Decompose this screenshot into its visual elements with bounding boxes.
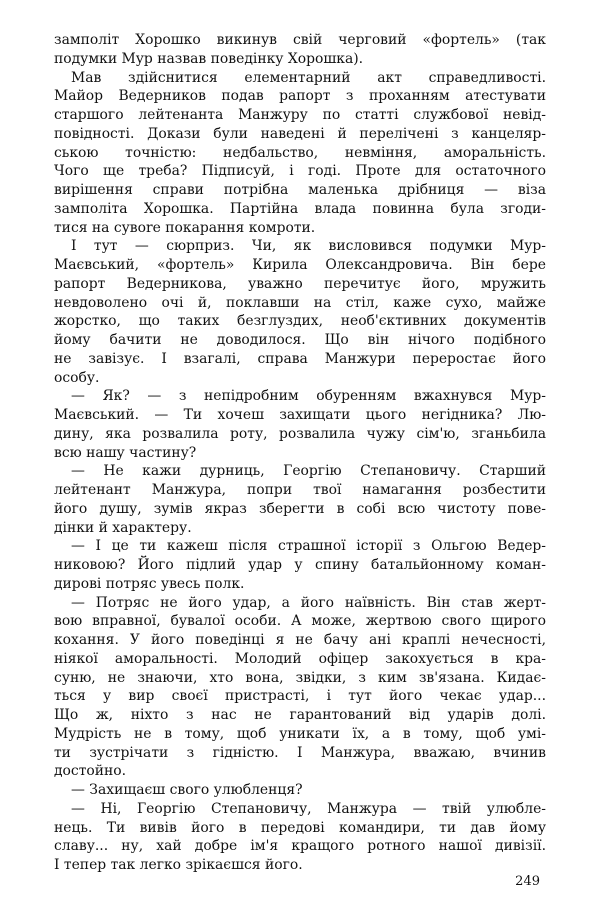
text-line: лейтенант Манжура, попри твої намагання розбестити <box>54 482 546 498</box>
text-line: суню, не знаючи, хто вона, звідки, з ким зв'язана. Кидає- <box>54 669 546 686</box>
text-line: всю нашу частину? <box>54 444 197 461</box>
text-line: — Як? — з непідробним обуренням вжахнувся Мур- <box>71 388 546 405</box>
text-line: старшого лейтенанта Манжуру по статті службової невід- <box>54 107 546 123</box>
text-line: не завізує. І взагалі, справа Манжури переростає його <box>54 350 546 367</box>
text-line: никовою? Його підлий удар у спину батальйонному коман- <box>54 557 546 573</box>
text-line: Маєвський. — Ти хочеш захищати цього негідника? Лю- <box>54 407 546 423</box>
text-line: дину, яка розвалила роту, розвалила чужу сім'ю, зганьбила <box>54 425 546 442</box>
text-line: його душу, зумів якраз зберегти в собі всю чистоту пове- <box>54 500 546 517</box>
page-number: 249 <box>515 874 540 889</box>
text-line: — Ні, Георгію Степановичу, Манжура — твій улюбле- <box>71 800 546 817</box>
text-line: Чого ще треба? Підписуй, і годі. Проте для остаточного <box>54 163 546 180</box>
text-line: подумки Мур назвав поведінку Хорошка). <box>54 50 364 67</box>
text-line: Майор Ведерников подав рапорт з проханням атестувати <box>54 88 546 105</box>
text-line: вирішення справи потрібна маленька дрібниця — віза <box>54 182 546 198</box>
text-line: І тут — сюрприз. Чи, як висловився подумки Мур- <box>71 238 546 255</box>
text-line: — І це ти кажеш після страшної історії з Ольгою Ведер- <box>71 538 546 555</box>
text-line: ться у вир своєї пристрасті, і тут його чекає удар... <box>54 688 546 705</box>
text-line: вою вправної, бувалої особи. А може, жертвою свого щирого <box>54 613 546 630</box>
text-line: Мудрість не в тому, щоб уникати їх, а в тому, щоб умі- <box>54 725 546 742</box>
text-line: жорстко, що таких безглуздих, необ'єктивних документів <box>54 313 546 330</box>
text-line: І тепер так легко зрікаєшся його. <box>54 857 303 873</box>
text-line: дирові потряс увесь полк. <box>54 575 245 592</box>
text-line: — Захищаєш свого улюбленця? <box>71 782 303 798</box>
text-line: ською точністю: недбальство, невміння, аморальність. <box>54 144 546 161</box>
text-line: славу... ну, хай добре ім'я кращого ротного нашої дивізії. <box>54 838 546 855</box>
text-line: особу. <box>54 369 100 386</box>
text-line: достойно. <box>54 763 127 780</box>
text-line: тися на сувore покарання комроти. <box>54 219 316 236</box>
text-line: кохання. У його поведінці я не бачу ані краплі нечесності, <box>54 632 546 648</box>
text-line: замполіта Хорошка. Партійна влада повинна була згоди- <box>54 200 546 217</box>
body-text <box>54 31 546 875</box>
text-line: Що ж, ніхто з нас не гарантований від ударів долі. <box>54 707 546 723</box>
text-line: замполіт Хорошко викинув свій черговий «фортель» (так <box>54 32 546 48</box>
text-line: дінки й характеру. <box>54 519 192 536</box>
text-line: ніякої аморальності. Молодий офіцер закохується в кра- <box>54 650 546 667</box>
text-line: Маєвський, «фортель» Кирила Олександровича. Він бере <box>54 257 546 273</box>
text-line: повідності. Докази були наведені й перелічені з канцеляр- <box>54 125 546 142</box>
text-line: нець. Ти вивів його в передові командири, ти дав йому <box>54 819 546 836</box>
text-line: невдоволено очі й, поклавши на стіл, каже сухо, майже <box>54 294 546 311</box>
text-line: — Потряс не його удар, а його наївність. Він став жерт- <box>71 594 546 611</box>
text-line: ти зустрічати з гідністю. І Манжура, вважаю, вчинив <box>54 744 546 761</box>
text-line: — Не кажи дурниць, Георгію Степановичу. Старший <box>71 463 546 480</box>
text-line: рапорт Ведерникова, уважно перечитує його, мружить <box>54 275 546 292</box>
text-line: Мав здійснитися елементарний акт справедливості. <box>71 69 546 86</box>
text-line: йому бачити не доводилося. Що він нічого подібного <box>54 332 546 348</box>
